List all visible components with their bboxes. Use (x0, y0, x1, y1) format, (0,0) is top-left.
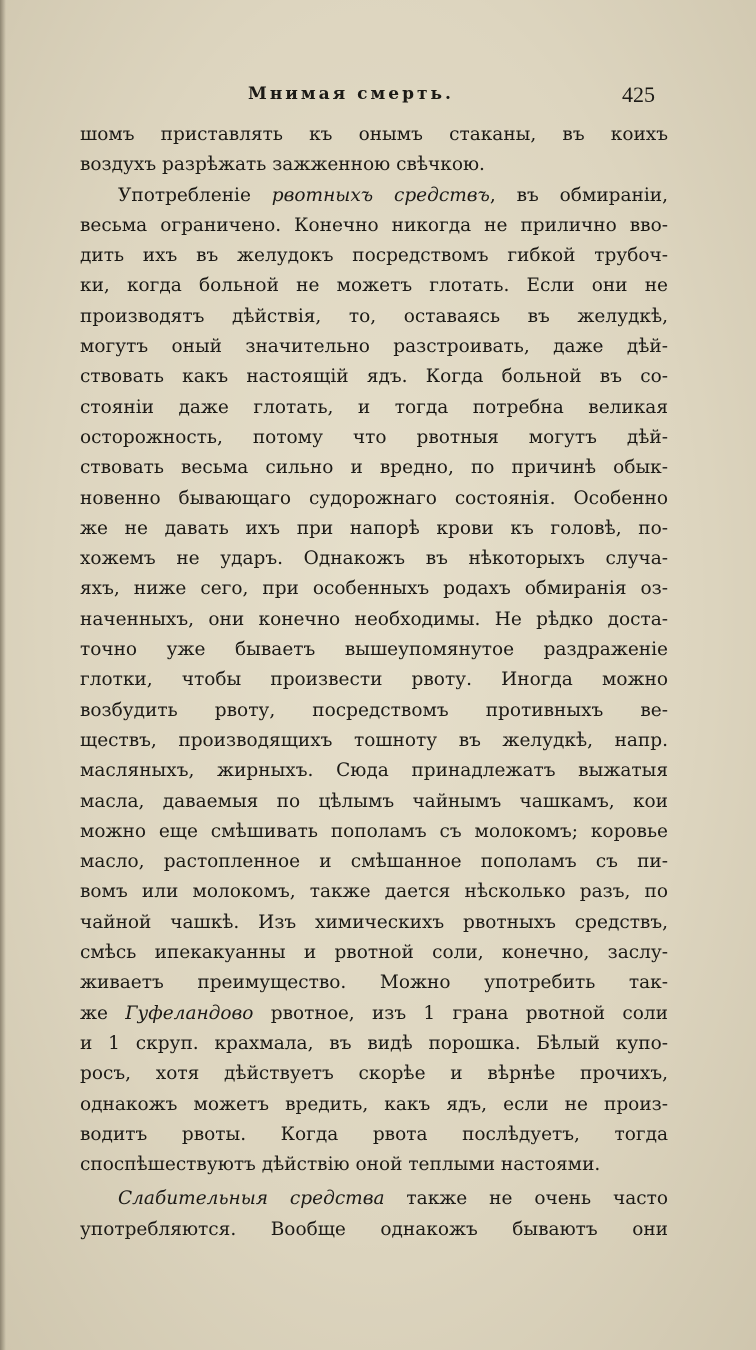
text-line: масла, даваемыя по цѣлымъ чайнымъ чашкамъ, кои (80, 790, 668, 812)
text-line: водитъ рвоты. Когда рвота послѣдуетъ, тогда (80, 1123, 668, 1145)
text-line: ществъ, производящихъ тошноту въ желудкѣ, напр. (80, 729, 668, 751)
text-line: шомъ приставлять къ онымъ стаканы, въ коихъ (80, 124, 668, 145)
text-line: хожемъ не ударъ. Однакожъ въ нѣкоторыхъ случа- (80, 548, 668, 570)
text-line: весьма ограничено. Конечно никогда не прилично вво- (80, 214, 668, 236)
text-line: живаетъ преимущество. Можно употребить так- (80, 972, 668, 994)
text-line: ствовать какъ настоящій ядъ. Когда больной въ со- (80, 366, 668, 388)
page-spine-shadow (0, 0, 6, 1350)
text-line: и 1 скруп. крахмала, въ видѣ порошка. Бѣлый купо- (80, 1032, 668, 1054)
italic-term: Слабительныя средства (118, 1188, 385, 1210)
text-line: споспѣшествуютъ дѣйствію оной теплыми настоями. (80, 1154, 601, 1176)
text-line: новенно бывающаго судорожнаго состоянія. Особенно (80, 487, 668, 509)
text-line: чайной чашкѣ. Изъ химическихъ рвотныхъ средствъ, (80, 911, 668, 933)
text-line: наченныхъ, они конечно необходимы. Не рѣдко доста- (80, 608, 668, 630)
text-line: же Гуфеландово рвотное, изъ 1 грана рвотной соли (80, 1002, 668, 1024)
text-line: производятъ дѣйствія, то, оставаясь въ желудкѣ, (80, 305, 668, 327)
text-line: воздухъ разрѣжать зажженною свѣчкою. (80, 154, 485, 176)
text-line: масло, растопленное и смѣшанное пополамъ съ пи- (80, 851, 668, 873)
italic-term: Гуфеландово (125, 1002, 254, 1024)
text-line: можно еще смѣшивать пополамъ съ молокомъ; коровье (80, 820, 668, 842)
text-line: возбудить рвоту, посредствомъ противныхъ ве- (80, 699, 668, 721)
text-line: яхъ, ниже сего, при особенныхъ родахъ обмиранія оз- (80, 578, 668, 600)
page-number: 425 (622, 82, 655, 107)
running-title: Мнимая смерть. (248, 84, 454, 104)
text-line: же не давать ихъ при напорѣ крови къ головѣ, по- (80, 517, 668, 539)
text-line: вомъ или молокомъ, также дается нѣсколько разъ, по (80, 881, 668, 903)
text-line: дить ихъ въ желудокъ посредствомъ гибкой трубоч- (80, 245, 668, 267)
italic-term: рвотныхъ средствъ (271, 184, 490, 206)
page-header (0, 82, 756, 112)
text-line: стояніи даже глотать, и тогда потребна великая (80, 396, 668, 418)
text-line: масляныхъ, жирныхъ. Сюда принадлежатъ выжатыя (80, 760, 668, 782)
text-line: ствовать весьма сильно и вредно, по причинѣ обык- (80, 457, 668, 479)
text-line: росъ, хотя дѣйствуетъ скорѣе и вѣрнѣе прочихъ, (80, 1063, 668, 1085)
body-text (80, 120, 668, 1245)
text-line: однакожъ можетъ вредить, какъ ядъ, если не произ- (80, 1093, 668, 1115)
text-line: смѣсь ипекакуанны и рвотной соли, конечно, заслу- (80, 942, 668, 964)
text-line: употребляются. Вообще однакожъ бываютъ они (80, 1218, 668, 1240)
text-line: Употребленіе рвотныхъ средствъ, въ обмираніи, (118, 184, 668, 206)
text-line: точно уже бываетъ вышеупомянутое раздраженіе (80, 639, 668, 661)
text-line: глотки, чтобы произвести рвоту. Иногда можно (80, 669, 668, 691)
text-line: Слабительныя средства также не очень часто (118, 1188, 668, 1210)
text-line: осторожность, потому что рвотныя могутъ дѣй- (80, 426, 668, 448)
text-line: ки, когда больной не можетъ глотать. Если они не (80, 275, 668, 297)
text-line: могутъ оный значительно разстроивать, даже дѣй- (80, 336, 668, 358)
